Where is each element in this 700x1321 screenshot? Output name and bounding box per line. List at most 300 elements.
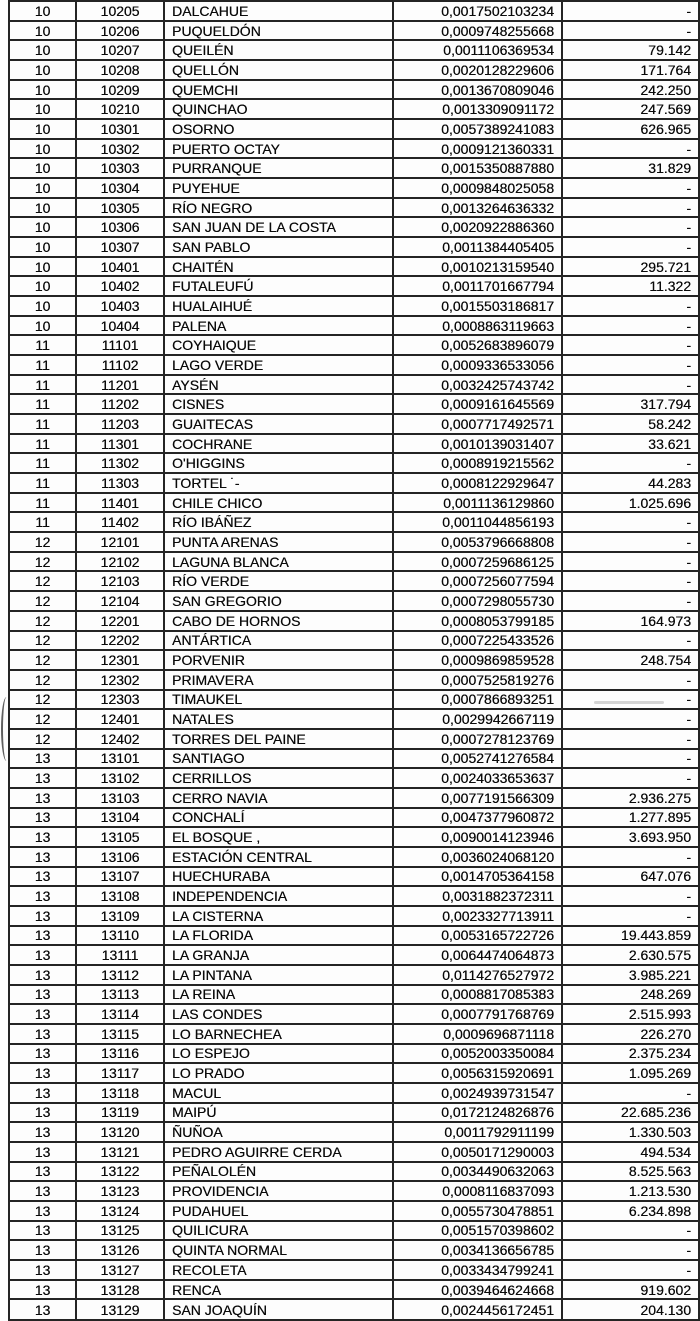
commune-code-cell: 10207 (76, 40, 164, 60)
commune-code-cell: 13129 (76, 1299, 164, 1320)
commune-name-cell: COCHRANE (164, 434, 393, 454)
amount-cell: 317.794 (562, 394, 699, 414)
table-row (9, 670, 699, 690)
region-code-cell: 12 (9, 670, 76, 690)
amount-cell: 79.142 (562, 40, 699, 60)
amount-cell: - (562, 237, 699, 257)
coefficient-cell: 0,0047377960872 (393, 808, 562, 828)
amount-cell: - (562, 591, 699, 611)
table-row (9, 1103, 699, 1123)
amount-cell: 44.283 (562, 473, 699, 493)
table-row (9, 414, 699, 434)
coefficient-cell: 0,0031882372311 (393, 886, 562, 906)
coefficient-cell: 0,0011701667794 (393, 276, 562, 296)
coefficient-cell: 0,0009696871118 (393, 1024, 562, 1044)
coefficient-cell: 0,0024033653637 (393, 768, 562, 788)
commune-name-cell: GUAITECAS (164, 414, 393, 434)
commune-name-cell: FUTALEUFÚ (164, 276, 393, 296)
commune-code-cell: 13113 (76, 985, 164, 1005)
commune-code-cell: 12102 (76, 552, 164, 572)
amount-cell: 647.076 (562, 867, 699, 887)
amount-cell: 295.721 (562, 257, 699, 277)
table-row (9, 158, 699, 178)
table-row (9, 257, 699, 277)
region-code-cell: 11 (9, 493, 76, 513)
commune-name-cell: CISNES (164, 394, 393, 414)
commune-name-cell: O'HIGGINS (164, 453, 393, 473)
amount-cell: 1.213.530 (562, 1181, 699, 1201)
commune-code-cell: 13116 (76, 1044, 164, 1064)
commune-name-cell: PURRANQUE (164, 158, 393, 178)
table-row (9, 1122, 699, 1142)
commune-code-cell: 13125 (76, 1221, 164, 1241)
table-row (9, 611, 699, 631)
region-code-cell: 13 (9, 1083, 76, 1103)
table-body (9, 1, 699, 1320)
region-code-cell: 13 (9, 1201, 76, 1221)
table-row (9, 237, 699, 257)
table-row (9, 788, 699, 808)
amount-cell: 11.322 (562, 276, 699, 296)
commune-name-cell: INDEPENDENCIA (164, 886, 393, 906)
commune-code-cell: 11303 (76, 473, 164, 493)
table-row (9, 80, 699, 100)
commune-name-cell: SAN GREGORIO (164, 591, 393, 611)
amount-cell: - (562, 198, 699, 218)
region-code-cell: 10 (9, 198, 76, 218)
amount-cell: 1.277.895 (562, 808, 699, 828)
region-code-cell: 10 (9, 237, 76, 257)
scan-smudge-artifact (594, 701, 664, 704)
amount-cell: 6.234.898 (562, 1201, 699, 1221)
region-code-cell: 13 (9, 749, 76, 769)
commune-code-cell: 13126 (76, 1240, 164, 1260)
table-row (9, 1299, 699, 1320)
table-row (9, 473, 699, 493)
amount-cell: - (562, 1221, 699, 1241)
amount-cell: 2.936.275 (562, 788, 699, 808)
table-row (9, 808, 699, 828)
commune-name-cell: TORRES DEL PAINE (164, 729, 393, 749)
region-code-cell: 13 (9, 965, 76, 985)
amount-cell: - (562, 217, 699, 237)
commune-name-cell: QUILICURA (164, 1221, 393, 1241)
commune-name-cell: ÑUÑOA (164, 1122, 393, 1142)
region-code-cell: 13 (9, 1299, 76, 1320)
region-code-cell: 13 (9, 1024, 76, 1044)
coefficient-cell: 0,0053796668808 (393, 532, 562, 552)
coefficient-cell: 0,0008116837093 (393, 1181, 562, 1201)
region-code-cell: 10 (9, 296, 76, 316)
table-row (9, 847, 699, 867)
commune-name-cell: EL BOSQUE , (164, 827, 393, 847)
table-row (9, 217, 699, 237)
region-code-cell: 11 (9, 375, 76, 395)
commune-name-cell: COYHAIQUE (164, 335, 393, 355)
table-row (9, 1004, 699, 1024)
coefficient-cell: 0,0014705364158 (393, 867, 562, 887)
commune-name-cell: CHAITÉN (164, 257, 393, 277)
amount-cell: 171.764 (562, 60, 699, 80)
commune-code-cell: 12101 (76, 532, 164, 552)
commune-code-cell: 10304 (76, 178, 164, 198)
table-row (9, 355, 699, 375)
commune-code-cell: 10206 (76, 21, 164, 41)
table-row (9, 296, 699, 316)
commune-name-cell: SANTIAGO (164, 749, 393, 769)
scan-warp-artifact (1, 697, 12, 761)
region-code-cell: 11 (9, 453, 76, 473)
table-row (9, 493, 699, 513)
coefficient-cell: 0,0051570398602 (393, 1221, 562, 1241)
amount-cell: - (562, 571, 699, 591)
table-row (9, 375, 699, 395)
region-code-cell: 10 (9, 158, 76, 178)
coefficient-cell: 0,0009748255668 (393, 21, 562, 41)
commune-name-cell: LAGUNA BLANCA (164, 552, 393, 572)
commune-name-cell: RENCA (164, 1280, 393, 1300)
table-row (9, 40, 699, 60)
commune-code-cell: 13105 (76, 827, 164, 847)
table-row (9, 1201, 699, 1221)
commune-name-cell: MACUL (164, 1083, 393, 1103)
commune-code-cell: 11202 (76, 394, 164, 414)
coefficient-cell: 0,0024456172451 (393, 1299, 562, 1320)
amount-cell: 19.443.859 (562, 926, 699, 946)
amount-cell: - (562, 709, 699, 729)
amount-cell: - (562, 631, 699, 651)
amount-cell: - (562, 847, 699, 867)
region-code-cell: 13 (9, 1240, 76, 1260)
table-row (9, 591, 699, 611)
commune-code-cell: 13101 (76, 749, 164, 769)
commune-name-cell: ESTACIÓN CENTRAL (164, 847, 393, 867)
amount-cell: - (562, 335, 699, 355)
amount-cell: - (562, 552, 699, 572)
table-row (9, 709, 699, 729)
amount-cell: 1.095.269 (562, 1063, 699, 1083)
commune-name-cell: LA FLORIDA (164, 926, 393, 946)
amount-cell: 2.630.575 (562, 945, 699, 965)
region-code-cell: 10 (9, 99, 76, 119)
commune-name-cell: CERRO NAVIA (164, 788, 393, 808)
commune-code-cell: 13108 (76, 886, 164, 906)
table-row (9, 867, 699, 887)
region-code-cell: 10 (9, 139, 76, 159)
coefficient-cell: 0,0007791768769 (393, 1004, 562, 1024)
table-row (9, 1240, 699, 1260)
commune-code-cell: 13117 (76, 1063, 164, 1083)
commune-name-cell: TORTEL ˙- (164, 473, 393, 493)
commune-name-cell: LO BARNECHEA (164, 1024, 393, 1044)
amount-cell: - (562, 1, 699, 21)
commune-code-cell: 12103 (76, 571, 164, 591)
region-code-cell: 11 (9, 434, 76, 454)
table-row (9, 552, 699, 572)
amount-cell: - (562, 532, 699, 552)
region-code-cell: 10 (9, 316, 76, 336)
table-row (9, 571, 699, 591)
table-row (9, 631, 699, 651)
commune-code-cell: 11102 (76, 355, 164, 375)
table-row (9, 99, 699, 119)
commune-code-cell: 10210 (76, 99, 164, 119)
coefficient-cell: 0,0008053799185 (393, 611, 562, 631)
region-code-cell: 10 (9, 40, 76, 60)
commune-code-cell: 13123 (76, 1181, 164, 1201)
region-code-cell: 13 (9, 1280, 76, 1300)
amount-cell: 248.754 (562, 650, 699, 670)
amount-cell: - (562, 670, 699, 690)
commune-code-cell: 11203 (76, 414, 164, 434)
commune-code-cell: 11101 (76, 335, 164, 355)
commune-code-cell: 10301 (76, 119, 164, 139)
region-code-cell: 10 (9, 217, 76, 237)
commune-code-cell: 13128 (76, 1280, 164, 1300)
commune-name-cell: PORVENIR (164, 650, 393, 670)
commune-name-cell: LA CISTERNA (164, 906, 393, 926)
region-code-cell: 12 (9, 729, 76, 749)
commune-code-cell: 13106 (76, 847, 164, 867)
amount-cell: - (562, 749, 699, 769)
coefficient-cell: 0,0007866893251 (393, 690, 562, 710)
table-row (9, 1280, 699, 1300)
amount-cell: - (562, 316, 699, 336)
commune-name-cell: SAN JOAQUÍN (164, 1299, 393, 1320)
table-row (9, 1221, 699, 1241)
commune-code-cell: 13122 (76, 1162, 164, 1182)
amount-cell: - (562, 886, 699, 906)
region-code-cell: 12 (9, 650, 76, 670)
coefficient-cell: 0,0007717492571 (393, 414, 562, 434)
region-code-cell: 12 (9, 591, 76, 611)
table-row (9, 1044, 699, 1064)
coefficient-cell: 0,0011384405405 (393, 237, 562, 257)
coefficient-cell: 0,0009869859528 (393, 650, 562, 670)
coefficient-cell: 0,0011106369534 (393, 40, 562, 60)
table-row (9, 1, 699, 21)
commune-code-cell: 10403 (76, 296, 164, 316)
commune-code-cell: 12302 (76, 670, 164, 690)
amount-cell: 919.602 (562, 1280, 699, 1300)
commune-code-cell: 12104 (76, 591, 164, 611)
region-code-cell: 13 (9, 867, 76, 887)
amount-cell: - (562, 906, 699, 926)
coefficient-cell: 0,0077191566309 (393, 788, 562, 808)
table-row (9, 532, 699, 552)
region-code-cell: 12 (9, 532, 76, 552)
coefficient-cell: 0,0033434799241 (393, 1260, 562, 1280)
coefficient-cell: 0,0017502103234 (393, 1, 562, 21)
region-code-cell: 13 (9, 1162, 76, 1182)
commune-code-cell: 11402 (76, 512, 164, 532)
commune-name-cell: PROVIDENCIA (164, 1181, 393, 1201)
amount-cell: 226.270 (562, 1024, 699, 1044)
amount-cell: - (562, 768, 699, 788)
commune-name-cell: HUECHURABA (164, 867, 393, 887)
region-code-cell: 13 (9, 788, 76, 808)
commune-code-cell: 12402 (76, 729, 164, 749)
table-row (9, 729, 699, 749)
commune-name-cell: LO ESPEJO (164, 1044, 393, 1064)
amount-cell: 2.375.234 (562, 1044, 699, 1064)
amount-cell: - (562, 1260, 699, 1280)
commune-name-cell: MAIPÚ (164, 1103, 393, 1123)
region-code-cell: 13 (9, 945, 76, 965)
region-code-cell: 12 (9, 709, 76, 729)
amount-cell: 242.250 (562, 80, 699, 100)
commune-code-cell: 13119 (76, 1103, 164, 1123)
amount-cell: - (562, 453, 699, 473)
commune-code-cell: 13104 (76, 808, 164, 828)
commune-name-cell: OSORNO (164, 119, 393, 139)
commune-name-cell: RÍO IBÁÑEZ (164, 512, 393, 532)
coefficient-cell: 0,0029942667119 (393, 709, 562, 729)
region-code-cell: 10 (9, 276, 76, 296)
amount-cell: - (562, 690, 699, 710)
region-code-cell: 13 (9, 906, 76, 926)
amount-cell: 494.534 (562, 1142, 699, 1162)
amount-cell: 31.829 (562, 158, 699, 178)
commune-code-cell: 10307 (76, 237, 164, 257)
commune-code-cell: 12401 (76, 709, 164, 729)
amount-cell: 58.242 (562, 414, 699, 434)
coefficient-cell: 0,0052683896079 (393, 335, 562, 355)
region-code-cell: 13 (9, 886, 76, 906)
amount-cell: 8.525.563 (562, 1162, 699, 1182)
coefficient-cell: 0,0013309091172 (393, 99, 562, 119)
region-code-cell: 10 (9, 80, 76, 100)
table-row (9, 512, 699, 532)
coefficient-cell: 0,0007278123769 (393, 729, 562, 749)
amount-cell: - (562, 178, 699, 198)
coefficient-cell: 0,0056315920691 (393, 1063, 562, 1083)
commune-name-cell: RECOLETA (164, 1260, 393, 1280)
region-code-cell: 11 (9, 414, 76, 434)
commune-name-cell: QUINCHAO (164, 99, 393, 119)
amount-cell: 1.330.503 (562, 1122, 699, 1142)
table-row (9, 945, 699, 965)
commune-name-cell: LA PINTANA (164, 965, 393, 985)
region-code-cell: 13 (9, 1221, 76, 1241)
coefficient-cell: 0,0007225433526 (393, 631, 562, 651)
amount-cell: 1.025.696 (562, 493, 699, 513)
commune-code-cell: 11302 (76, 453, 164, 473)
table-row (9, 1181, 699, 1201)
table-row (9, 906, 699, 926)
coefficient-cell: 0,0052741276584 (393, 749, 562, 769)
commune-code-cell: 10404 (76, 316, 164, 336)
table-row (9, 749, 699, 769)
amount-cell: 248.269 (562, 985, 699, 1005)
amount-cell: 204.130 (562, 1299, 699, 1320)
table-row (9, 1260, 699, 1280)
commune-code-cell: 11401 (76, 493, 164, 513)
commune-code-cell: 10305 (76, 198, 164, 218)
coefficient-cell: 0,0057389241083 (393, 119, 562, 139)
table-row (9, 60, 699, 80)
commune-code-cell: 13120 (76, 1122, 164, 1142)
commune-name-cell: LAGO VERDE (164, 355, 393, 375)
commune-code-cell: 10208 (76, 60, 164, 80)
commune-name-cell: CERRILLOS (164, 768, 393, 788)
commune-name-cell: AYSÉN (164, 375, 393, 395)
amount-cell: 3.693.950 (562, 827, 699, 847)
table-row (9, 316, 699, 336)
commune-name-cell: LA REINA (164, 985, 393, 1005)
commune-name-cell: LA GRANJA (164, 945, 393, 965)
amount-cell: - (562, 1240, 699, 1260)
commune-code-cell: 13127 (76, 1260, 164, 1280)
commune-code-cell: 13118 (76, 1083, 164, 1103)
region-code-cell: 11 (9, 335, 76, 355)
region-code-cell: 13 (9, 1044, 76, 1064)
coefficient-cell: 0,0008817085383 (393, 985, 562, 1005)
table-row (9, 335, 699, 355)
commune-code-cell: 13114 (76, 1004, 164, 1024)
commune-code-cell: 12303 (76, 690, 164, 710)
region-code-cell: 13 (9, 1260, 76, 1280)
commune-code-cell: 12201 (76, 611, 164, 631)
coefficient-cell: 0,0008919215562 (393, 453, 562, 473)
commune-name-cell: NATALES (164, 709, 393, 729)
region-code-cell: 10 (9, 21, 76, 41)
commune-code-cell: 13109 (76, 906, 164, 926)
amount-cell: - (562, 139, 699, 159)
coefficient-cell: 0,0009848025058 (393, 178, 562, 198)
coefficient-cell: 0,0007525819276 (393, 670, 562, 690)
coefficient-cell: 0,0015503186817 (393, 296, 562, 316)
region-code-cell: 13 (9, 1142, 76, 1162)
commune-code-cell: 10302 (76, 139, 164, 159)
coefficient-cell: 0,0036024068120 (393, 847, 562, 867)
commune-name-cell: PUNTA ARENAS (164, 532, 393, 552)
region-code-cell: 13 (9, 847, 76, 867)
coefficient-cell: 0,0009161645569 (393, 394, 562, 414)
table-row (9, 926, 699, 946)
coefficient-cell: 0,0009121360331 (393, 139, 562, 159)
coefficient-cell: 0,0011136129860 (393, 493, 562, 513)
coefficient-cell: 0,0172124826876 (393, 1103, 562, 1123)
commune-code-cell: 13103 (76, 788, 164, 808)
commune-name-cell: QUELLÓN (164, 60, 393, 80)
amount-cell: 33.621 (562, 434, 699, 454)
amount-cell: 3.985.221 (562, 965, 699, 985)
region-code-cell: 10 (9, 1, 76, 21)
commune-code-cell: 11201 (76, 375, 164, 395)
commune-code-cell: 13102 (76, 768, 164, 788)
table-row (9, 139, 699, 159)
commune-code-cell: 12202 (76, 631, 164, 651)
commune-name-cell: PUYEHUE (164, 178, 393, 198)
region-code-cell: 13 (9, 1181, 76, 1201)
coefficient-cell: 0,0011044856193 (393, 512, 562, 532)
commune-code-cell: 13112 (76, 965, 164, 985)
coefficient-cell: 0,0010213159540 (393, 257, 562, 277)
commune-code-cell: 13110 (76, 926, 164, 946)
coefficient-cell: 0,0007259686125 (393, 552, 562, 572)
coefficient-cell: 0,0008122929647 (393, 473, 562, 493)
commune-code-cell: 13124 (76, 1201, 164, 1221)
commune-code-cell: 10209 (76, 80, 164, 100)
commune-name-cell: LO PRADO (164, 1063, 393, 1083)
coefficient-cell: 0,0020922886360 (393, 217, 562, 237)
table-row (9, 119, 699, 139)
region-code-cell: 13 (9, 827, 76, 847)
amount-cell: - (562, 1083, 699, 1103)
table-row (9, 178, 699, 198)
coefficient-cell: 0,0020128229606 (393, 60, 562, 80)
